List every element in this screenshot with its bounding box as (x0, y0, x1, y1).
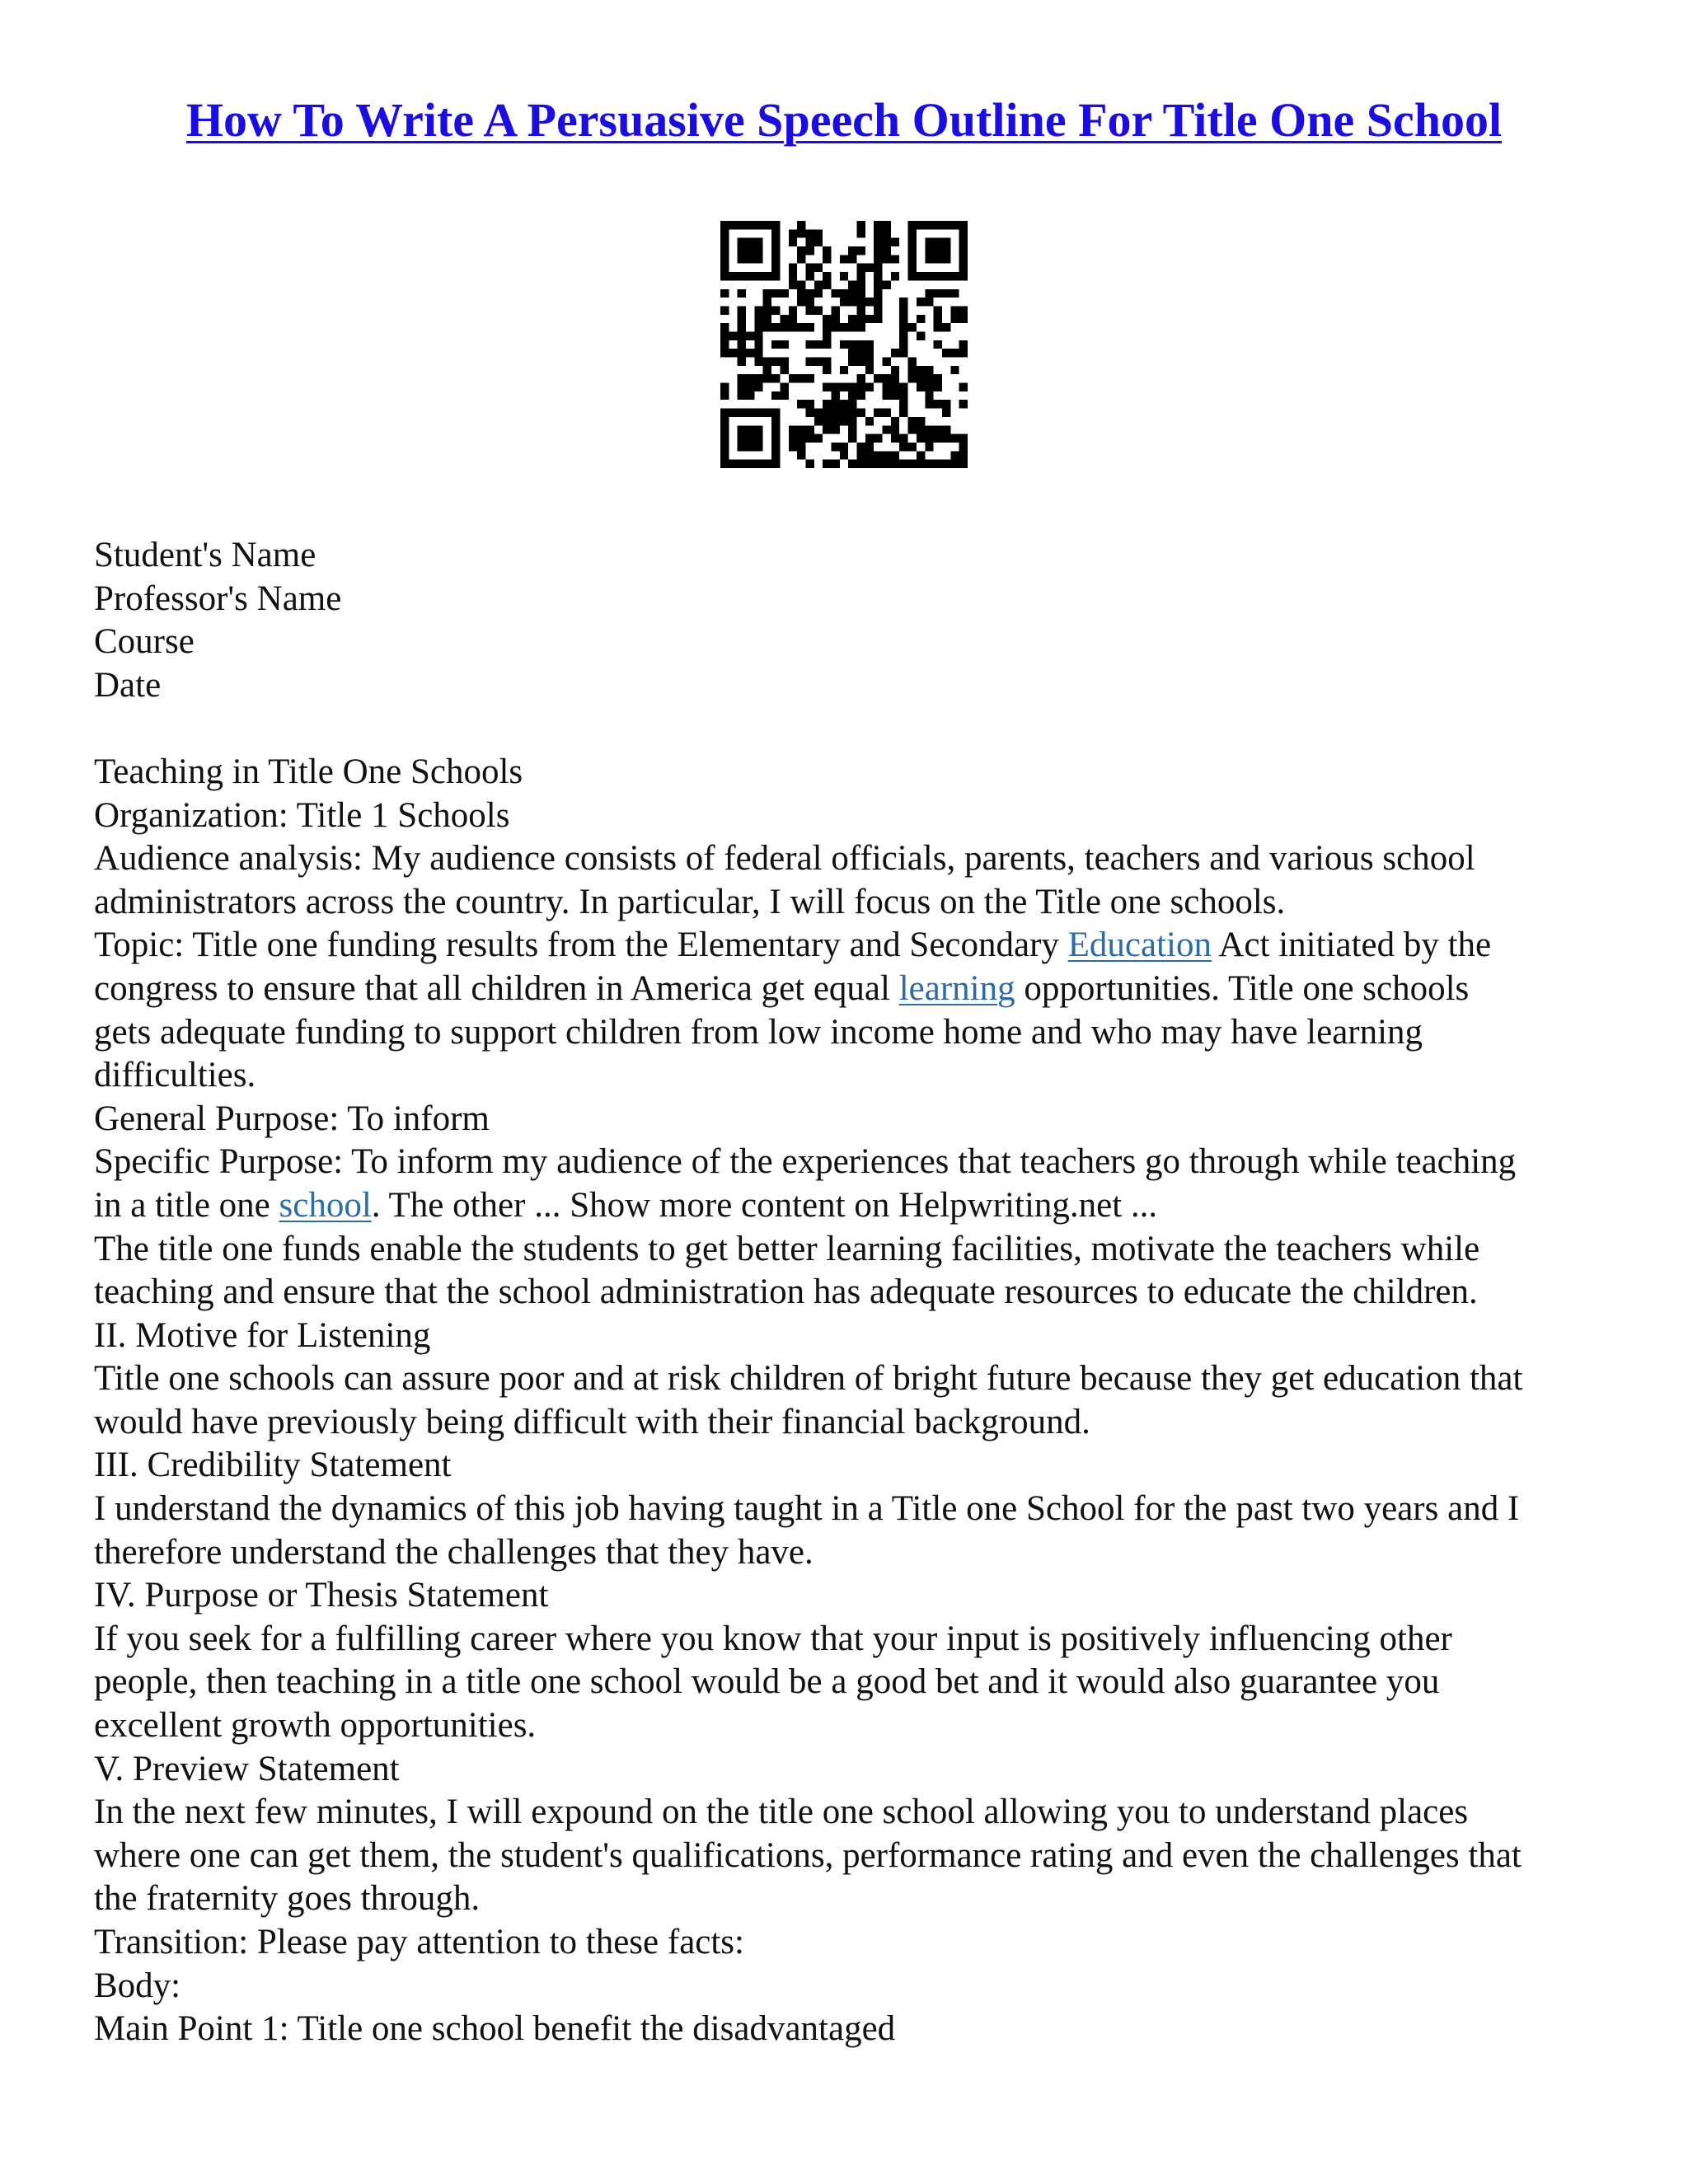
text-line (94, 1965, 1611, 2008)
text-segment: Teaching in Title One Schools (94, 752, 523, 791)
text-line (94, 2008, 1611, 2051)
text-segment: Topic: Title one funding results from the Elementary and Secondary (94, 926, 1068, 965)
inline-link[interactable]: learning (898, 968, 1015, 1008)
document-body (94, 534, 1611, 2051)
text-segment: III. Credibility Statement (94, 1446, 452, 1485)
course-line: Course (94, 622, 195, 662)
text-segment: I understand the dynamics of this job having taught in a Title one School for the past two years and I (94, 1489, 1520, 1529)
text-segment: teaching and ensure that the school administration has adequate resources to educate the children. (94, 1272, 1478, 1312)
text-segment: in a title one (94, 1185, 279, 1225)
text-segment: gets adequate funding to support children from low income home and who may have learning (94, 1012, 1423, 1052)
text-line (94, 1401, 1611, 1445)
text-segment: Body: (94, 1966, 181, 2005)
text-line (94, 1054, 1611, 1098)
text-line (94, 1228, 1611, 1272)
text-line (94, 1184, 1611, 1228)
text-line (94, 1618, 1611, 1661)
text-segment: Specific Purpose: To inform my audience of the experiences that teachers go through while teaching (94, 1142, 1517, 1182)
text-segment: Organization: Title 1 Schools (94, 795, 510, 835)
text-segment: . The other ... Show more content on Helpwriting.net ... (371, 1185, 1158, 1225)
text-segment: would have previously being difficult with their financial background. (94, 1402, 1090, 1441)
text-line (94, 1877, 1611, 1921)
text-segment: therefore understand the challenges that they have. (94, 1532, 814, 1572)
paragraph-spacer (94, 707, 1611, 751)
student-name-line: Student's Name (94, 536, 316, 574)
text-segment: In the next few minutes, I will expound on the title one school allowing you to understand places (94, 1793, 1469, 1832)
text-line (94, 1011, 1611, 1055)
text-segment: people, then teaching in a title one school would be a good bet and it would also guarantee you (94, 1662, 1440, 1702)
text-line (94, 1921, 1611, 1965)
text-line (94, 1661, 1611, 1704)
text-segment: congress to ensure that all children in America get equal (94, 968, 899, 1008)
text-segment: V. Preview Statement (94, 1749, 400, 1788)
text-segment: difficulties. (94, 1056, 256, 1095)
qr-code-icon (720, 221, 968, 468)
text-line (94, 1271, 1611, 1315)
date-line: Date (94, 665, 162, 705)
text-line (94, 751, 1611, 794)
text-line (94, 1141, 1611, 1184)
text-segment: If you seek for a fulfilling career where you know that your input is positively influencing other (94, 1619, 1452, 1658)
text-segment: the fraternity goes through. (94, 1879, 481, 1919)
professor-name-line: Professor's Name (94, 579, 342, 618)
outline-content (94, 751, 1611, 2051)
text-segment: where one can get them, the student's qualifications, performance rating and even the challenges that (94, 1835, 1522, 1875)
text-line (94, 1791, 1611, 1835)
title-link[interactable]: How To Write A Persuasive Speech Outline For Title One School (185, 93, 1503, 147)
text-line (94, 1098, 1611, 1141)
text-segment: Title one schools can assure poor and at risk children of bright future because they get education that (94, 1359, 1523, 1399)
inline-link[interactable]: Education (1067, 926, 1212, 965)
text-line (94, 1315, 1611, 1358)
text-line (94, 1574, 1611, 1618)
text-segment: Act initiated by the (1211, 926, 1492, 965)
text-segment: The title one funds enable the students to get better learning facilities, motivate the teachers while (94, 1229, 1480, 1268)
text-line (94, 1488, 1611, 1531)
text-line (94, 1357, 1611, 1401)
inline-link[interactable]: school (279, 1185, 372, 1225)
text-line (94, 837, 1611, 881)
text-line (94, 1748, 1611, 1792)
text-line (94, 1835, 1611, 1878)
text-segment: administrators across the country. In particular, I will focus on the Title one schools. (94, 882, 1286, 921)
text-line (94, 794, 1611, 838)
text-segment: General Purpose: To inform (94, 1099, 490, 1138)
text-segment: excellent growth opportunities. (94, 1706, 537, 1746)
page-title (0, 91, 1688, 150)
text-segment: opportunities. Title one schools (1015, 968, 1470, 1008)
text-segment: Audience analysis: My audience consists of federal officials, parents, teachers and various school (94, 839, 1475, 879)
text-line (94, 1531, 1611, 1575)
text-line (94, 1444, 1611, 1488)
text-segment: Main Point 1: Title one school benefit the disadvantaged (94, 2009, 896, 2049)
text-line (94, 924, 1611, 968)
text-segment: II. Motive for Listening (94, 1315, 431, 1355)
text-line (94, 1704, 1611, 1748)
text-segment: IV. Purpose or Thesis Statement (94, 1576, 549, 1615)
qr-modules (720, 221, 968, 468)
text-line (94, 968, 1611, 1011)
text-segment: Transition: Please pay attention to these facts: (94, 1923, 744, 1961)
text-line (94, 881, 1611, 925)
